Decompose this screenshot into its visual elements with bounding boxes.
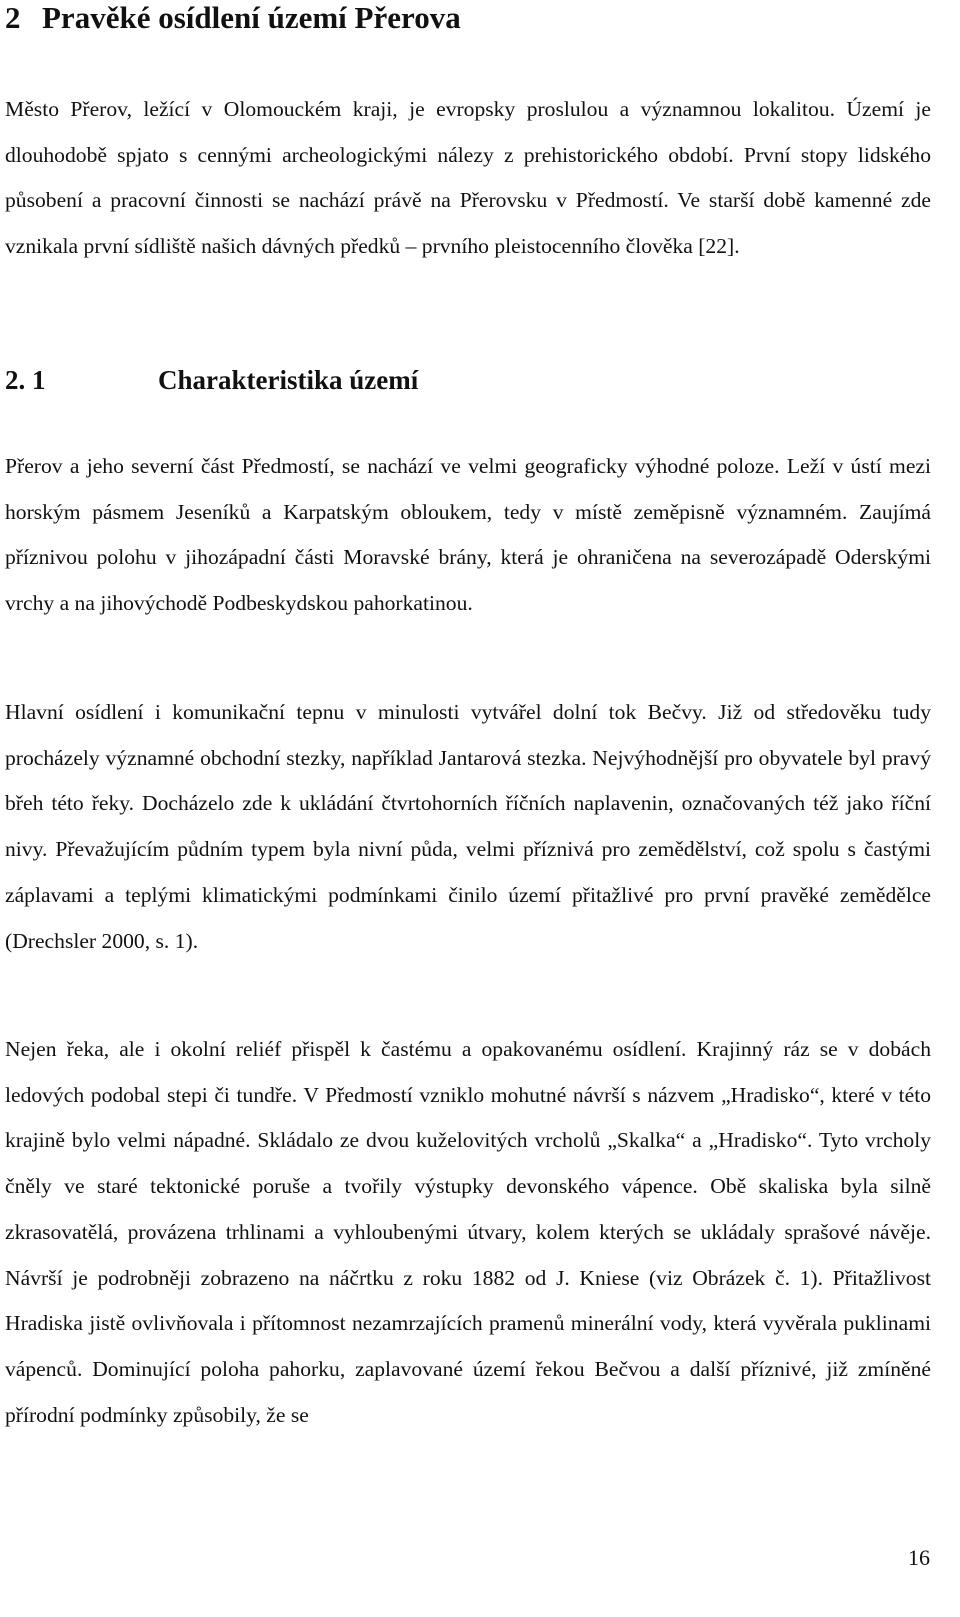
section-number: 2. 1 — [5, 365, 46, 395]
paragraph-location: Přerov a jeho severní část Předmostí, se nachází ve velmi geograficky výhodné poloze. Leží v ústí mezi horským pásmem Jeseníků a Karpatským obloukem, tedy v místě zeměpisně významném. Zaujímá příznivou polohu v jihozápadní části Moravské brány, která je ohraničena na severozápadě Oderskými vrchy a na jihovýchodě Podbeskydskou pahorkatinou. — [5, 454, 931, 616]
page-number: 16 — [908, 1545, 930, 1570]
paragraph-relief: Nejen řeka, ale i okolní reliéf přispěl k častému a opakovanému osídlení. Krajinný ráz se v dobách ledových podobal stepi či tundře. V Předmostí vzniklo mohutné návrší s názvem „Hradisko“, které v této krajině bylo velmi nápadné. Skládalo ze dvou kuželovitých vrcholů „Skalka“ a „Hradisko“. Tyto vrcholy čněly ve staré tektonické poruše a tvořily výstupky devonského vápence. Obě skaliska byla silně zkrasovatělá, provázena trhlinami a vyhloubenými útvary, kolem kterých se ukládaly sprašové návěje. Návrší je podrobněji zobrazeno na náčrtku z roku 1882 od J. Kniese (viz Obrázek č. 1). Přitažlivost Hradiska jistě ovlivňovala i přítomnost nezamrzajících pramenů minerální vody, která vyvěrala puklinami vápenců. Dominující poloha pahorku, zaplavované území řekou Bečvou a další příznivé, již zmíněné přírodní podmínky způsobily, že se — [5, 1037, 931, 1427]
chapter-number: 2 — [5, 0, 21, 35]
section-heading — [5, 364, 418, 396]
chapter-title: Pravěké osídlení území Přerova — [42, 0, 461, 35]
paragraph-intro: Město Přerov, ležící v Olomouckém kraji, je evropsky proslulou a významnou lokalitou. Území je dlouhodobě spjato s cennými archeologickými nálezy z prehistorického období. První stopy lidského působení a pracovní činnosti se nachází právě na Přerovsku v Předmostí. Ve starší době kamenné zde vznikala první sídliště našich dávných předků – prvního pleistocenního člověka [22]. — [5, 97, 931, 259]
section-title: Charakteristika území — [158, 365, 419, 395]
paragraph-river: Hlavní osídlení i komunikační tepnu v minulosti vytvářel dolní tok Bečvy. Již od středověku tudy procházely významné obchodní stezky, například Jantarová stezka. Nejvýhodnější pro obyvatele byl pravý břeh této řeky. Docházelo zde k ukládání čtvrtohorních říčních naplavenin, označovaných též jako říční nivy. Převažujícím půdním typem byla nivní půda, velmi příznivá pro zemědělství, což spolu s častými záplavami a teplými klimatickými podmínkami činilo území přitažlivé pro první pravěké zemědělce (Drechsler 2000, s. 1). — [5, 700, 931, 953]
chapter-heading — [5, 0, 461, 36]
